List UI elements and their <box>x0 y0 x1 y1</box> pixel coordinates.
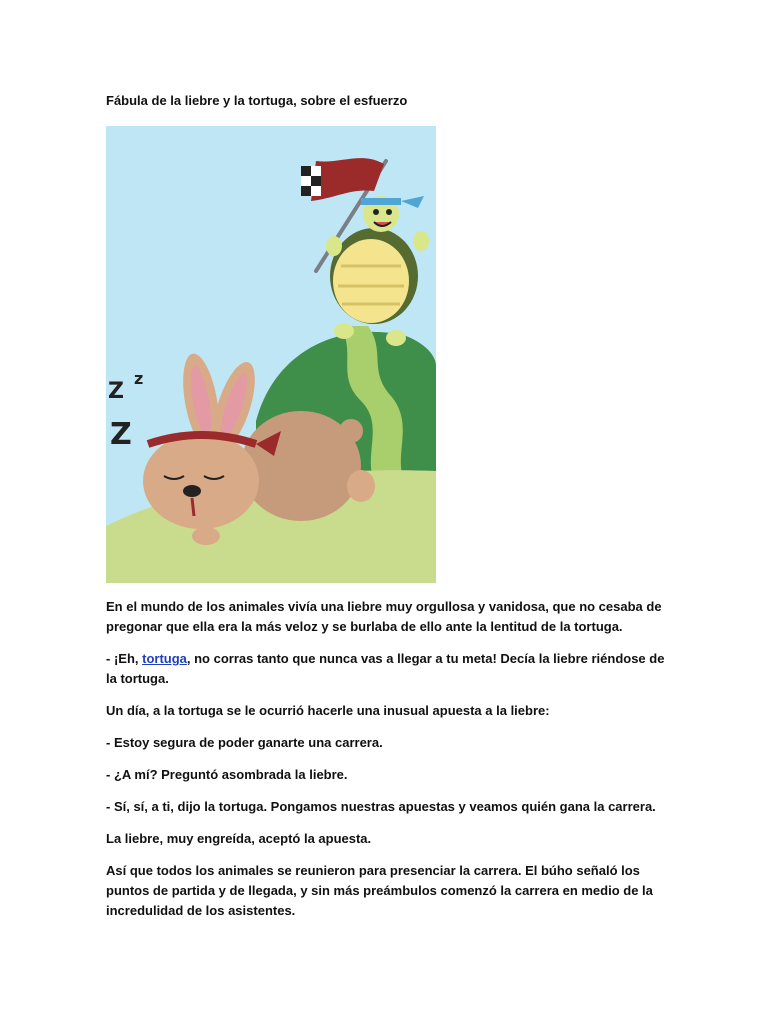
paragraph-4: - Estoy segura de poder ganarte una carrera. <box>106 735 383 750</box>
paragraph-5: - ¿A mí? Preguntó asombrada la liebre. <box>106 767 348 782</box>
paragraph-2-before: - ¡Eh, <box>106 651 143 666</box>
paragraph-2-after: , no corras tanto que nunca vas a llegar a tu meta! Decía la liebre riéndose de la tortuga. <box>106 651 665 686</box>
checkered-flag-tail <box>301 166 321 196</box>
svg-text:z: z <box>134 369 144 388</box>
paragraph-6: - Sí, sí, a ti, dijo la tortuga. Pongamos nuestras apuestas y veamos quién gana la carrera. <box>106 799 656 814</box>
svg-text:Z: Z <box>108 379 124 404</box>
paragraph-2 <box>106 649 666 689</box>
svg-text:Z: Z <box>110 417 132 452</box>
paragraph-8: Así que todos los animales se reunieron para presenciar la carrera. El búho señaló los puntos de partida y de llegada, y sin más preámbulos comenzó la carrera en medio de la incredulidad de los asistentes. <box>106 863 653 918</box>
paragraph-7: La liebre, muy engreída, aceptó la apuesta. <box>106 831 372 846</box>
paragraph-1: En el mundo de los animales vivía una liebre muy orgullosa y vanidosa, que no cesaba de pregonar que ella era la más veloz y se burlaba de ello ante la lentitud de la tortuga. <box>106 599 662 634</box>
hare-and-tortoise-illustration <box>106 126 436 583</box>
tortuga-link[interactable]: tortuga <box>142 651 187 666</box>
document-page <box>106 92 666 933</box>
document-title: Fábula de la liebre y la tortuga, sobre el esfuerzo <box>106 93 408 108</box>
paragraph-3: Un día, a la tortuga se le ocurrió hacerle una inusual apuesta a la liebre: <box>106 703 550 718</box>
